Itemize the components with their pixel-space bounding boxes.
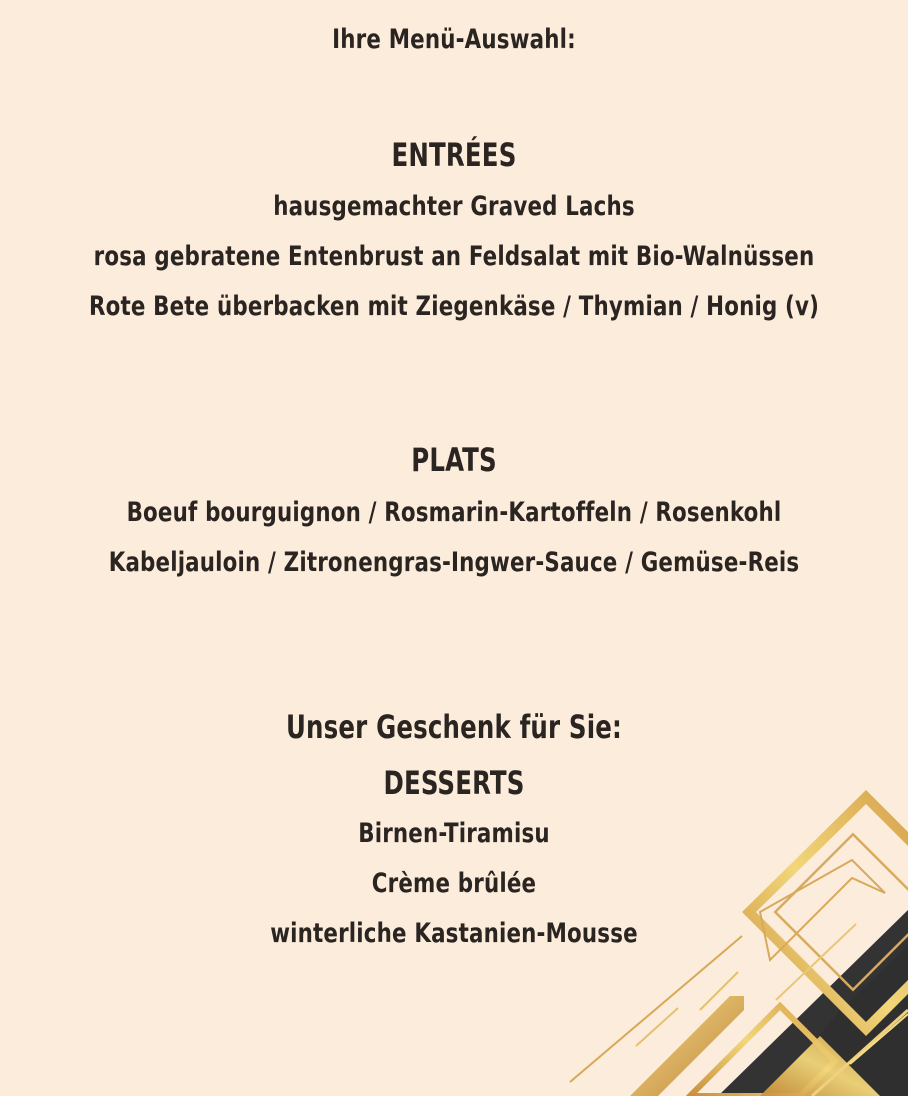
entree-item: Rote Bete überbacken mit Ziegenkäse / Thymian / Honig (v): [88, 291, 820, 322]
gift-intro: Unser Geschenk für Sie:: [285, 708, 622, 746]
dessert-item: Birnen-Tiramisu: [358, 818, 550, 849]
entrees-heading: ENTRÉES: [391, 136, 517, 174]
entree-item: rosa gebratene Entenbrust an Feldsalat mit Bio-Walnüssen: [93, 241, 815, 272]
gold-diagonal-line: [636, 1008, 678, 1046]
plat-item: Kabeljauloin / Zitronengras-Ingwer-Sauce / Gemüse-Reis: [108, 547, 800, 578]
plats-heading: PLATS: [411, 441, 497, 479]
gold-lower-chevron: [630, 996, 744, 1096]
menu-title: Ihre Menü-Auswahl:: [332, 24, 576, 55]
dessert-item: winterliche Kastanien-Mousse: [270, 918, 638, 949]
plat-item: Boeuf bourguignon / Rosmarin-Kartoffeln / Rosenkohl: [126, 497, 782, 528]
gold-geometric-decoration: [548, 776, 908, 1096]
entree-item: hausgemachter Graved Lachs: [273, 191, 635, 222]
gold-diagonal-line: [570, 936, 742, 1082]
desserts-heading: DESSERTS: [383, 764, 525, 802]
dessert-item: Crème brûlée: [371, 868, 537, 899]
